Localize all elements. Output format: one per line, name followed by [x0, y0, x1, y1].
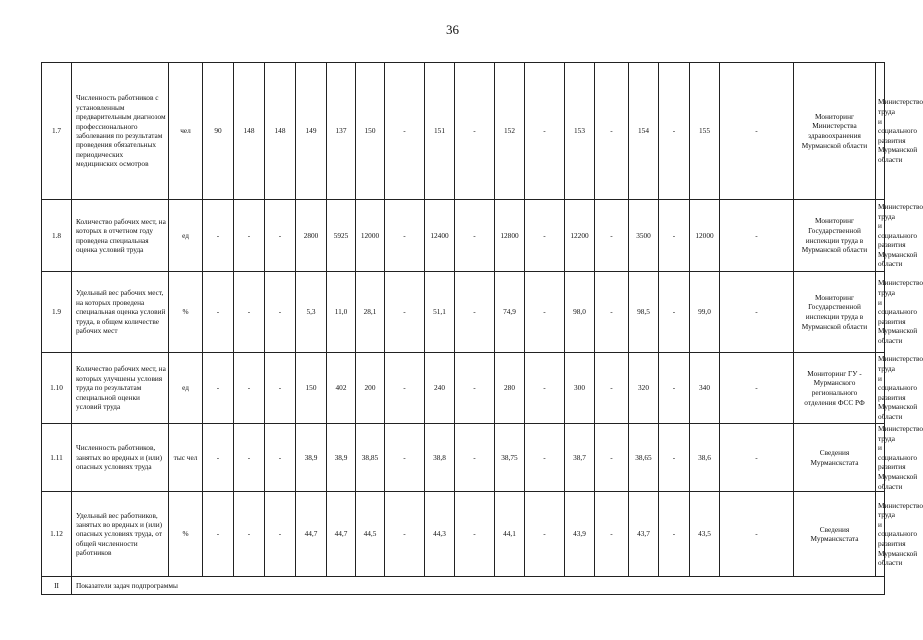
value-cell: - [525, 353, 565, 424]
value-cell: 154 [629, 63, 659, 200]
table-row [42, 200, 885, 272]
value-cell: 2800 [296, 200, 327, 272]
responsible-body: Министерство труда и социального развития Мурманской области [876, 200, 885, 272]
value-cell: 43,9 [565, 492, 595, 577]
data-source: Мониторинг Государственной инспекции труда в Мурманской области [794, 272, 876, 353]
unit: чел [169, 63, 203, 200]
value-cell: - [720, 492, 794, 577]
value-cell: 5925 [327, 200, 356, 272]
table-row [42, 272, 885, 353]
value-cell: 149 [296, 63, 327, 200]
value-cell: - [203, 353, 234, 424]
value-cell: - [265, 424, 296, 492]
data-source: Сведения Мурманскстата [794, 492, 876, 577]
value-cell: - [659, 272, 690, 353]
value-cell: 44,5 [356, 492, 385, 577]
data-source: Мониторинг ГУ - Мурманского регионального отделения ФСС РФ [794, 353, 876, 424]
indicator-name: Количество рабочих мест, на которых в отчетном году проведена специальная оценка условий труда [72, 200, 169, 272]
table-row [42, 63, 885, 200]
value-cell: - [385, 200, 425, 272]
indicators-table [41, 62, 923, 595]
value-cell: 98,0 [565, 272, 595, 353]
value-cell: - [720, 353, 794, 424]
value-cell: 74,9 [495, 272, 525, 353]
page-number: 36 [446, 22, 459, 37]
value-cell: 38,75 [495, 424, 525, 492]
value-cell: - [525, 63, 565, 200]
row-number: 1.10 [42, 353, 72, 424]
value-cell: 151 [425, 63, 455, 200]
indicator-name: Удельный вес работников, занятых во вредных и (или) опасных условиях труда, от общей численности работников [72, 492, 169, 577]
table-row [42, 353, 885, 424]
value-cell: - [595, 492, 629, 577]
table-row [42, 424, 885, 492]
value-cell: 38,6 [690, 424, 720, 492]
value-cell: 5,3 [296, 272, 327, 353]
value-cell: - [720, 272, 794, 353]
value-cell: 12800 [495, 200, 525, 272]
value-cell: 44,3 [425, 492, 455, 577]
indicator-name: Численность работников, занятых во вредных и (или) опасных условиях труда [72, 424, 169, 492]
responsible-body: Министерство труда и социального развития Мурманской области [876, 492, 885, 577]
row-number: 1.12 [42, 492, 72, 577]
data-source: Мониторинг Государственной инспекции труда в Мурманской области [794, 200, 876, 272]
section-row [42, 577, 885, 595]
value-cell: - [525, 424, 565, 492]
responsible-body: Министерство труда и социального развития Мурманской области [876, 272, 885, 353]
value-cell: - [595, 272, 629, 353]
value-cell: 90 [203, 63, 234, 200]
row-number: 1.8 [42, 200, 72, 272]
value-cell: - [525, 492, 565, 577]
value-cell: 38,85 [356, 424, 385, 492]
responsible-body: Министерство труда и социального развития Мурманской области [876, 424, 885, 492]
value-cell: - [203, 200, 234, 272]
value-cell: - [455, 424, 495, 492]
value-cell: 280 [495, 353, 525, 424]
value-cell: 28,1 [356, 272, 385, 353]
value-cell: 148 [234, 63, 265, 200]
indicator-name: Численность работников с установленным предварительным диагнозом профессионального заболевания по результатам проведения обязательных периодических медицинских осмотров [72, 63, 169, 200]
value-cell: - [203, 492, 234, 577]
data-source: Сведения Мурманскстата [794, 424, 876, 492]
unit: % [169, 492, 203, 577]
value-cell: 402 [327, 353, 356, 424]
value-cell: 152 [495, 63, 525, 200]
value-cell: - [595, 200, 629, 272]
value-cell: - [234, 200, 265, 272]
section-title: Показатели задач подпрограммы [72, 577, 885, 595]
value-cell: - [455, 353, 495, 424]
value-cell: 43,7 [629, 492, 659, 577]
row-number: 1.7 [42, 63, 72, 200]
value-cell: - [455, 200, 495, 272]
unit: ед [169, 200, 203, 272]
value-cell: 38,9 [327, 424, 356, 492]
value-cell: 240 [425, 353, 455, 424]
unit: ед [169, 353, 203, 424]
value-cell: - [234, 424, 265, 492]
value-cell: 44,7 [327, 492, 356, 577]
value-cell: 12400 [425, 200, 455, 272]
value-cell: 148 [265, 63, 296, 200]
value-cell: 43,5 [690, 492, 720, 577]
value-cell: - [659, 200, 690, 272]
value-cell: 98,5 [629, 272, 659, 353]
value-cell: - [265, 272, 296, 353]
responsible-body: Министерство труда и социального развития Мурманской области [876, 63, 885, 200]
value-cell: - [455, 63, 495, 200]
value-cell: 300 [565, 353, 595, 424]
value-cell: 38,65 [629, 424, 659, 492]
value-cell: - [203, 272, 234, 353]
value-cell: 12000 [690, 200, 720, 272]
value-cell: - [525, 200, 565, 272]
value-cell: - [234, 492, 265, 577]
value-cell: - [720, 200, 794, 272]
value-cell: - [234, 272, 265, 353]
value-cell: - [455, 272, 495, 353]
table-row [42, 492, 885, 577]
value-cell: 150 [296, 353, 327, 424]
value-cell: - [659, 492, 690, 577]
responsible-body: Министерство труда и социального развития Мурманской области [876, 353, 885, 424]
value-cell: 3500 [629, 200, 659, 272]
value-cell: - [720, 424, 794, 492]
value-cell: 153 [565, 63, 595, 200]
value-cell: - [265, 353, 296, 424]
value-cell: 340 [690, 353, 720, 424]
value-cell: - [385, 63, 425, 200]
value-cell: - [595, 63, 629, 200]
value-cell: - [659, 63, 690, 200]
value-cell: - [385, 353, 425, 424]
value-cell: - [203, 424, 234, 492]
value-cell: 200 [356, 353, 385, 424]
value-cell: - [265, 492, 296, 577]
value-cell: - [720, 63, 794, 200]
indicator-name: Количество рабочих мест, на которых улучшены условия труда по результатам специальной оценки условий труда [72, 353, 169, 424]
value-cell: 38,7 [565, 424, 595, 492]
value-cell: 44,1 [495, 492, 525, 577]
row-number: 1.11 [42, 424, 72, 492]
value-cell: 137 [327, 63, 356, 200]
value-cell: 12000 [356, 200, 385, 272]
row-number: 1.9 [42, 272, 72, 353]
value-cell: - [595, 424, 629, 492]
value-cell: 155 [690, 63, 720, 200]
value-cell: - [385, 492, 425, 577]
value-cell: - [265, 200, 296, 272]
section-number: II [42, 577, 72, 595]
value-cell: - [659, 353, 690, 424]
value-cell: 38,9 [296, 424, 327, 492]
value-cell: - [385, 272, 425, 353]
value-cell: 12200 [565, 200, 595, 272]
unit: % [169, 272, 203, 353]
value-cell: 44,7 [296, 492, 327, 577]
value-cell: - [455, 492, 495, 577]
value-cell: - [234, 353, 265, 424]
value-cell: - [659, 424, 690, 492]
value-cell: 11,0 [327, 272, 356, 353]
data-source: Мониторинг Министерства здравоохранения Мурманской области [794, 63, 876, 200]
value-cell: - [385, 424, 425, 492]
value-cell: 51,1 [425, 272, 455, 353]
value-cell: 38,8 [425, 424, 455, 492]
value-cell: 320 [629, 353, 659, 424]
unit: тыс чел [169, 424, 203, 492]
value-cell: - [525, 272, 565, 353]
value-cell: 150 [356, 63, 385, 200]
value-cell: 99,0 [690, 272, 720, 353]
value-cell: - [595, 353, 629, 424]
indicator-name: Удельный вес рабочих мест, на которых проведена специальная оценка условий труда, в общем количестве рабочих мест [72, 272, 169, 353]
